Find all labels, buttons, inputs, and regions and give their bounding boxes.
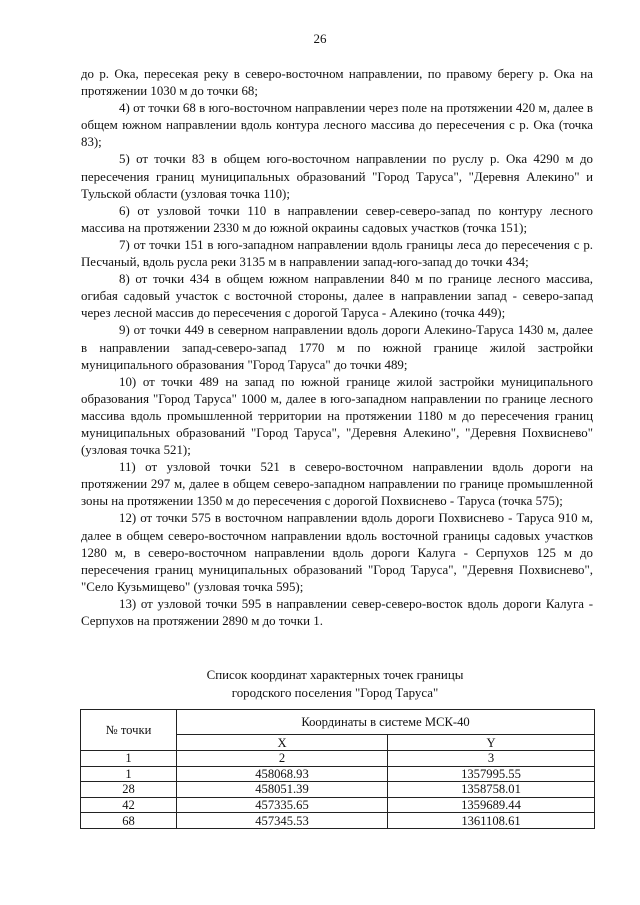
point-cell: 28 xyxy=(81,782,177,798)
paragraph-item-7: 7) от точки 151 в юго-западном направлении вдоль границы леса до пересечения с р. Песчаный, вдоль русла реки 3135 м в направлении запад-юго-запад до точки 434; xyxy=(81,237,593,270)
point-cell: 42 xyxy=(81,797,177,813)
paragraph-item-12: 12) от точки 575 в восточном направлении вдоль дороги Похвиснево - Таруса 910 м, далее в общем северо-восточном направлении вдоль восточной границы садовых участков 1280 м, в северо-восточном направлении вдоль дороги Калуга - Серпухов 125 м до пересечения границ муниципальных образований "Город Таруса", "Деревня Похвиснево", "Село Кузьмищево" (узловая точка 595); xyxy=(81,511,593,594)
header-point-number: № точки xyxy=(81,710,177,751)
x-cell: 458068.93 xyxy=(177,766,388,782)
y-cell: 1358758.01 xyxy=(388,782,595,798)
page-number: 26 xyxy=(313,31,327,46)
table-index-row xyxy=(81,751,595,767)
index-cell: 1 xyxy=(81,751,177,767)
caption-line-2: городского поселения "Город Таруса" xyxy=(231,685,439,700)
point-cell: 68 xyxy=(81,813,177,829)
table-row xyxy=(81,813,595,829)
table-header-row xyxy=(81,710,595,735)
paragraph-item-8: 8) от точки 434 в общем южном направлении 840 м по границе лесного массива, огибая садовый участок с восточной стороны, далее в направлении запад - северо-запад через лесной массив до пересечения с дорогой Таруса - Алекино (точка 449); xyxy=(81,272,593,321)
header-y: Y xyxy=(388,735,595,751)
paragraph-continuation: до р. Ока, пересекая реку в северо-восточном направлении, по правому берегу р. Ока на протяжении 1030 м до точки 68; xyxy=(81,67,593,99)
point-cell: 1 xyxy=(81,766,177,782)
table-caption xyxy=(0,667,640,702)
y-cell: 1359689.44 xyxy=(388,797,595,813)
y-cell: 1357995.55 xyxy=(388,766,595,782)
header-x: X xyxy=(177,735,388,751)
index-cell: 3 xyxy=(388,751,595,767)
x-cell: 457335.65 xyxy=(177,797,388,813)
paragraph-item-13: 13) от узловой точки 595 в направлении север-северо-восток вдоль дороги Калуга - Серпухов на протяжении 2890 м до точки 1. xyxy=(81,596,593,628)
table-row xyxy=(81,797,595,813)
table-row xyxy=(81,766,595,782)
table-row xyxy=(81,782,595,798)
document-body xyxy=(81,66,593,630)
paragraph-item-9: 9) от точки 449 в северном направлении вдоль дороги Алекино-Таруса 1430 м, далее в направлении запад-северо-запад 1770 м по южной границе жилой застройки муниципального образования "Город Таруса" до точки 489; xyxy=(81,323,593,372)
header-coordinate-system: Координаты в системе МСК-40 xyxy=(177,710,595,735)
paragraph-item-10: 10) от точки 489 на запад по южной границе жилой застройки муниципального образования "Город Таруса" 1000 м, далее в юго-западном направлении по границе лесного массива вдоль промышленной территории на протяжении 1180 м до пересечения границ муниципальных образований "Город Таруса", "Деревня Алекино", "Деревня Похвиснево" (узловая точка 521); xyxy=(81,374,593,458)
paragraph-item-6: 6) от узловой точки 110 в направлении север-северо-запад по контуру лесного массива на протяжении 2330 м до южной окраины садовых участков (точка 151); xyxy=(81,203,593,235)
x-cell: 458051.39 xyxy=(177,782,388,798)
caption-line-1: Список координат характерных точек границы xyxy=(206,668,464,682)
index-cell: 2 xyxy=(177,751,388,767)
coordinates-table xyxy=(80,709,595,829)
paragraph-item-4: 4) от точки 68 в юго-восточном направлении через поле на протяжении 420 м, далее в общем южном направлении вдоль контура лесного массива до пересечения с р. Ока (точка 83); xyxy=(81,101,593,150)
x-cell: 457345.53 xyxy=(177,813,388,829)
paragraph-item-5: 5) от точки 83 в общем юго-восточном направлении по руслу р. Ока 4290 м до пересечения границ муниципальных образований "Город Таруса", "Деревня Алекино" и Тульской области (узловая точка 110); xyxy=(81,152,593,201)
y-cell: 1361108.61 xyxy=(388,813,595,829)
paragraph-item-11: 11) от узловой точки 521 в северо-восточном направлении вдоль дороги на протяжении 297 м, далее в общем северо-западном направлении по границе промышленной зоны на протяжении 1350 м до пересечения с дорогой Похвиснево - Таруса (точка 575); xyxy=(81,460,593,509)
